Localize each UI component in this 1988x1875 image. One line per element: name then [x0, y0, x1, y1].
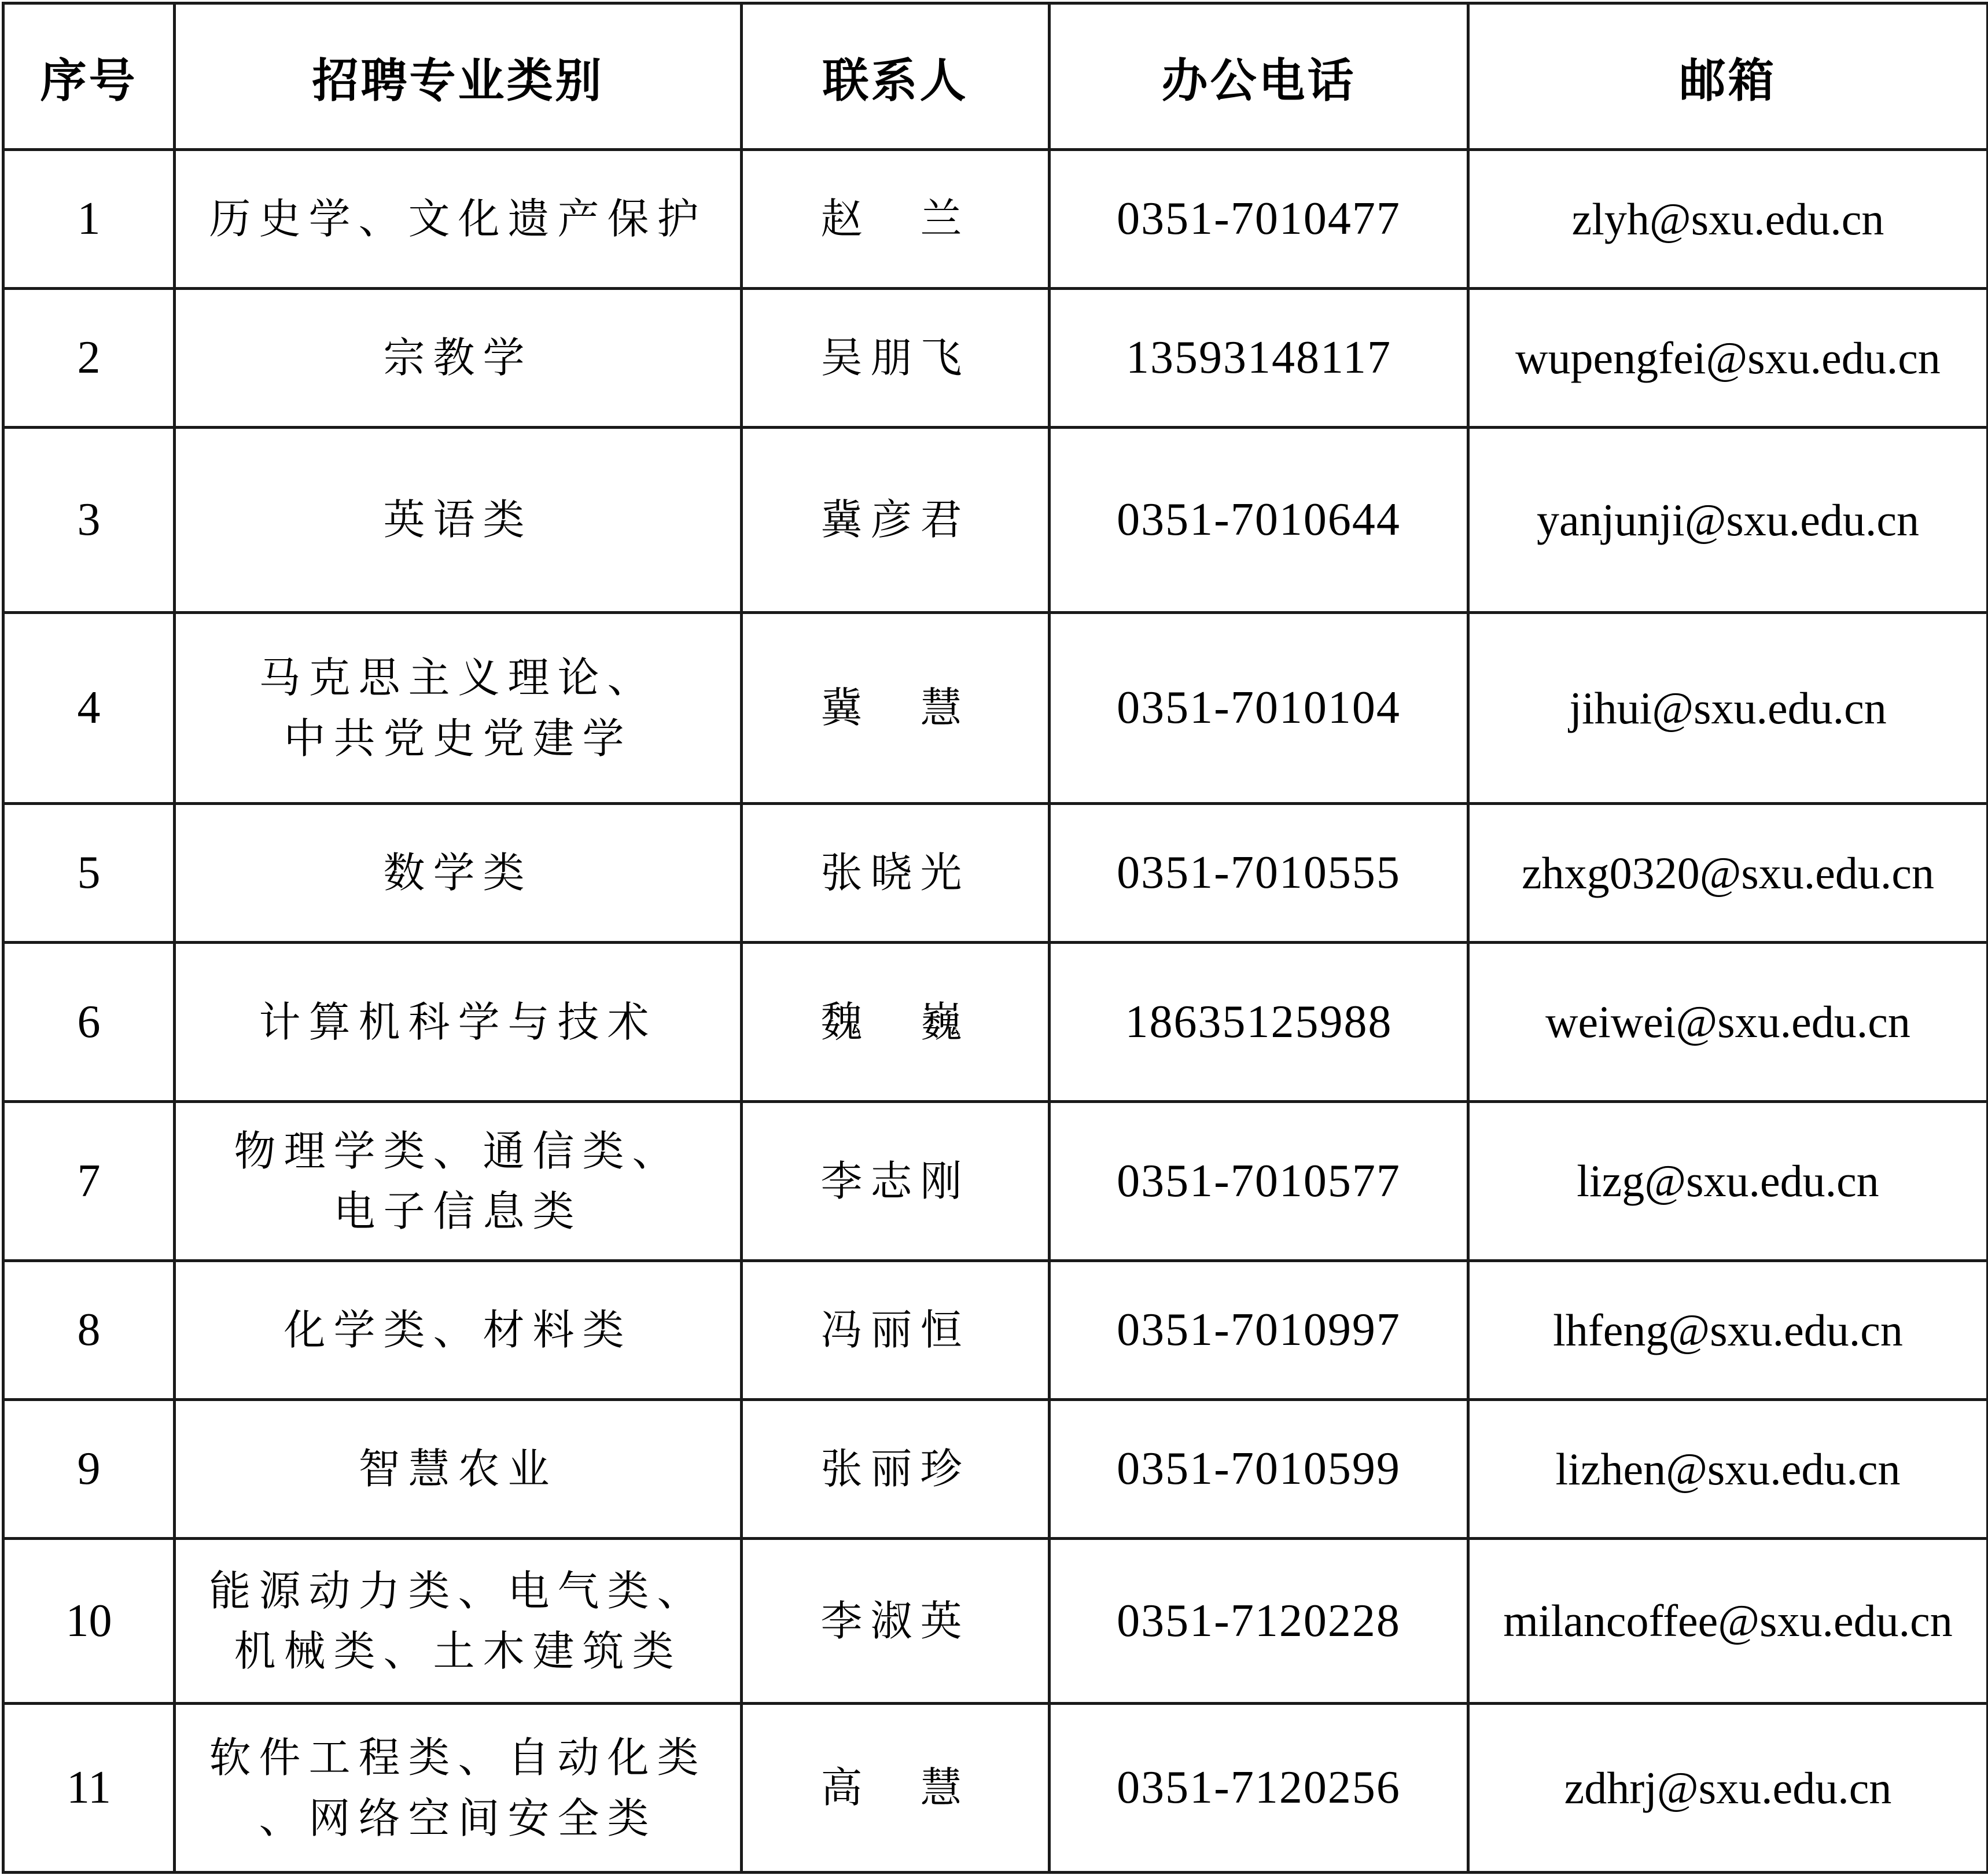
row-contact-person: 张丽珍: [742, 1400, 1050, 1539]
row-serial-number: 4: [3, 613, 175, 804]
row-email-link[interactable]: weiwei@sxu.edu.cn: [1468, 943, 1988, 1102]
row-contact-person: 冀 慧: [742, 613, 1050, 804]
recruitment-contact-table: [2, 2, 1988, 1874]
table-row: [3, 613, 1988, 804]
row-major-category: [175, 1102, 742, 1261]
row-email-link[interactable]: lizg@sxu.edu.cn: [1468, 1102, 1988, 1261]
table-row: [3, 804, 1988, 943]
header-contact-person: 联系人: [742, 3, 1050, 150]
table-row: [3, 428, 1988, 613]
header-email: 邮箱: [1468, 3, 1988, 150]
row-contact-person: 冯丽恒: [742, 1261, 1050, 1400]
row-major-category: [175, 613, 742, 804]
row-office-phone[interactable]: 0351-7010104: [1050, 613, 1468, 804]
row-serial-number: 5: [3, 804, 175, 943]
major-category-line: 数学类: [383, 848, 533, 898]
major-category-line: 宗教学: [383, 333, 533, 383]
row-serial-number: 11: [3, 1704, 175, 1873]
major-category-line: 能源动力类、电气类、: [209, 1566, 707, 1615]
header-serial-number: 序号: [3, 3, 175, 150]
row-major-category: [175, 150, 742, 289]
row-email-link[interactable]: zlyh@sxu.edu.cn: [1468, 150, 1988, 289]
major-category-line: 软件工程类、自动化类: [209, 1733, 707, 1782]
table-row: [3, 289, 1988, 428]
row-office-phone[interactable]: 0351-7010997: [1050, 1261, 1468, 1400]
header-office-phone: 办公电话: [1050, 3, 1468, 150]
row-email-link[interactable]: zdhrj@sxu.edu.cn: [1468, 1704, 1988, 1873]
major-category-line: 计算机科学与技术: [259, 997, 657, 1046]
row-office-phone[interactable]: 0351-7010644: [1050, 428, 1468, 613]
table-row: [3, 1102, 1988, 1261]
row-contact-person: 冀彦君: [742, 428, 1050, 613]
row-major-category: [175, 943, 742, 1102]
major-category-line: 化学类、材料类: [284, 1306, 632, 1355]
row-contact-person: 魏 巍: [742, 943, 1050, 1102]
table-row: [3, 1400, 1988, 1539]
table-row: [3, 150, 1988, 289]
major-category-line: 电子信息类: [333, 1187, 583, 1236]
row-contact-person: 赵 兰: [742, 150, 1050, 289]
major-category-line: 智慧农业: [358, 1444, 558, 1494]
row-email-link[interactable]: wupengfei@sxu.edu.cn: [1468, 289, 1988, 428]
row-major-category: [175, 804, 742, 943]
row-major-category: [175, 1539, 742, 1704]
row-office-phone[interactable]: 0351-7010555: [1050, 804, 1468, 943]
row-serial-number: 10: [3, 1539, 175, 1704]
row-major-category: [175, 1261, 742, 1400]
row-office-phone[interactable]: 0351-7010577: [1050, 1102, 1468, 1261]
row-contact-person: 张晓光: [742, 804, 1050, 943]
row-contact-person: 吴朋飞: [742, 289, 1050, 428]
table-row: [3, 943, 1988, 1102]
major-category-line: 、网络空间安全类: [259, 1793, 657, 1843]
table-row: [3, 1704, 1988, 1873]
row-major-category: [175, 428, 742, 613]
major-category-line: 中共党史党建学: [284, 714, 632, 763]
header-row: [3, 3, 1988, 150]
row-serial-number: 3: [3, 428, 175, 613]
major-category-line: 机械类、土木建筑类: [234, 1627, 682, 1675]
row-email-link[interactable]: lizhen@sxu.edu.cn: [1468, 1400, 1988, 1539]
major-category-line: 马克思主义理论、: [259, 653, 657, 703]
row-serial-number: 6: [3, 943, 175, 1102]
row-office-phone[interactable]: 0351-7010477: [1050, 150, 1468, 289]
row-email-link[interactable]: milancoffee@sxu.edu.cn: [1468, 1539, 1988, 1704]
row-email-link[interactable]: yanjunji@sxu.edu.cn: [1468, 428, 1988, 613]
table-body: [3, 150, 1988, 1873]
table-row: [3, 1539, 1988, 1704]
row-serial-number: 8: [3, 1261, 175, 1400]
row-serial-number: 1: [3, 150, 175, 289]
row-email-link[interactable]: zhxg0320@sxu.edu.cn: [1468, 804, 1988, 943]
row-email-link[interactable]: lhfeng@sxu.edu.cn: [1468, 1261, 1988, 1400]
row-contact-person: 李志刚: [742, 1102, 1050, 1261]
row-serial-number: 9: [3, 1400, 175, 1539]
row-office-phone[interactable]: 0351-7120256: [1050, 1704, 1468, 1873]
header-major-category: 招聘专业类别: [175, 3, 742, 150]
row-major-category: [175, 289, 742, 428]
row-contact-person: 李淑英: [742, 1539, 1050, 1704]
row-major-category: [175, 1400, 742, 1539]
table-row: [3, 1261, 1988, 1400]
row-major-category: [175, 1704, 742, 1873]
row-office-phone[interactable]: 13593148117: [1050, 289, 1468, 428]
row-office-phone[interactable]: 0351-7120228: [1050, 1539, 1468, 1704]
row-serial-number: 2: [3, 289, 175, 428]
row-contact-person: 高 慧: [742, 1704, 1050, 1873]
major-category-line: 物理学类、通信类、: [234, 1126, 682, 1175]
row-serial-number: 7: [3, 1102, 175, 1261]
row-office-phone[interactable]: 18635125988: [1050, 943, 1468, 1102]
major-category-line: 历史学、文化遗产保护: [209, 194, 707, 244]
row-email-link[interactable]: jihui@sxu.edu.cn: [1468, 613, 1988, 804]
row-office-phone[interactable]: 0351-7010599: [1050, 1400, 1468, 1539]
major-category-line: 英语类: [383, 495, 533, 545]
